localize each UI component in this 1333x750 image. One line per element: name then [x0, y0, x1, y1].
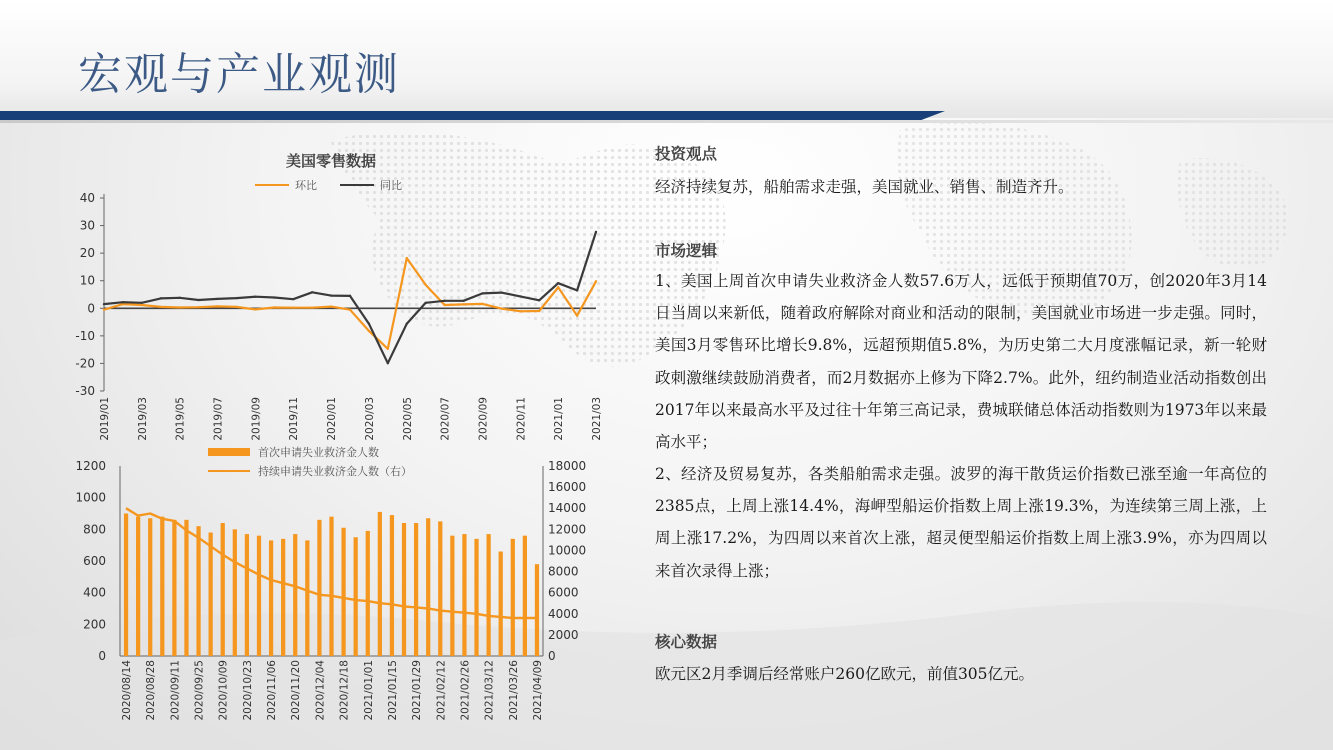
- x-tick-label: 2020/09: [477, 397, 490, 441]
- bar: [390, 515, 394, 656]
- left-tick-label: 1200: [75, 459, 106, 473]
- bar: [172, 520, 176, 656]
- x-tick-label: 2020/11: [515, 397, 528, 441]
- core-text: 欧元区2月季调后经常账户260亿欧元，前值305亿元。: [655, 665, 1035, 683]
- bar: [196, 526, 200, 656]
- bar: [160, 517, 164, 656]
- bar: [511, 539, 515, 656]
- right-tick-label: 2000: [548, 627, 579, 642]
- chart-title: 美国零售数据: [285, 152, 377, 170]
- y-tick-label: 0: [87, 301, 95, 316]
- bar: [341, 528, 345, 656]
- bar: [378, 512, 382, 656]
- x-tick-label: 2019/05: [174, 397, 187, 441]
- right-tick-label: 18000: [548, 459, 587, 473]
- logic-heading: 市场逻辑: [655, 241, 718, 260]
- x-tick-label: 2020/12/04: [314, 660, 327, 721]
- bar: [148, 518, 152, 656]
- x-tick-label: 2021/01/29: [411, 660, 424, 721]
- x-tick-label: 2020/03: [363, 397, 376, 441]
- x-tick-label: 2020/11/06: [266, 660, 279, 721]
- y-tick-label: -30: [75, 384, 95, 398]
- legend-swatch-bar: [208, 448, 250, 456]
- right-tick-label: 14000: [548, 501, 587, 516]
- left-tick-label: 0: [98, 649, 106, 663]
- legend-label-2: 同比: [380, 179, 402, 192]
- y-tick-label: -20: [75, 356, 95, 371]
- bar: [317, 520, 321, 656]
- bar: [426, 518, 430, 656]
- bar: [269, 540, 273, 656]
- investment-text: 经济持续复苏，船舶需求走强，美国就业、销售、制造齐升。: [655, 178, 1074, 196]
- y-tick-label: 40: [79, 191, 95, 205]
- bar: [402, 523, 406, 656]
- bar: [366, 531, 370, 656]
- bar: [281, 539, 285, 656]
- y-tick-label: -10: [75, 328, 95, 343]
- bar: [233, 529, 237, 656]
- logic-paragraph-2: 2、经济及贸易复苏，各类船舶需求走强。波罗的海干散货运价指数已涨至逾一年高位的2385点，上周上涨14.4%，海岬型船运价指数上周上涨19.3%，为连续第三周上涨，上周上涨17.2%，为四周以来首次上涨，超灵便型船运价指数上周上涨3.9%，亦为四周以来首次录得上涨；: [655, 465, 1267, 580]
- logic-paragraph-1: 1、美国上周首次申请失业救济金人数57.6万人，远低于预期值70万，创2020年3月14日当周以来新低，随着政府解除对商业和活动的限制，美国就业市场进一步走强。同时，美国3月零售环比增长9.8%，远超预期值5.8%，为历史第二大月度涨幅记录，新一轮财政刺激继续鼓励消费者，而2月数据亦上修为下降2.7%。此外，纽约制造业活动指数创出2017年以来最高水平及过往十年第三高记录，费城联储总体活动指数则为1973年以来最高水平；: [655, 272, 1267, 452]
- left-tick-label: 400: [83, 585, 106, 600]
- bar: [354, 537, 358, 656]
- left-tick-label: 800: [83, 522, 106, 537]
- bar: [523, 536, 527, 656]
- x-tick-label: 2020/08/14: [121, 660, 134, 721]
- right-tick-label: 12000: [548, 522, 587, 537]
- legend-label-bar: 首次申请失业救济金人数: [258, 446, 379, 459]
- x-tick-label: 2020/08/28: [145, 660, 158, 721]
- right-tick-label: 6000: [548, 585, 579, 600]
- x-tick-label: 2020/12/18: [338, 660, 351, 721]
- x-tick-label: 2021/01/01: [362, 660, 375, 721]
- bar: [438, 521, 442, 656]
- x-tick-label: 2020/10/23: [241, 660, 254, 721]
- left-tick-label: 200: [83, 617, 106, 632]
- right-tick-label: 4000: [548, 606, 579, 621]
- page-title: 宏观与产业观测: [78, 49, 400, 100]
- investment-heading: 投资观点: [655, 144, 718, 163]
- legend-label-1: 环比: [295, 179, 317, 192]
- bar: [499, 552, 503, 657]
- bar: [209, 533, 213, 657]
- left-tick-label: 600: [83, 554, 106, 568]
- y-tick-label: 20: [79, 246, 95, 261]
- x-tick-label: 2019/07: [212, 397, 225, 441]
- x-tick-label: 2021/02/26: [459, 660, 472, 721]
- bar: [257, 536, 261, 656]
- left-tick-label: 1000: [75, 490, 106, 505]
- x-tick-label: 2021/02/12: [435, 660, 448, 721]
- x-tick-label: 2019/01: [99, 397, 111, 441]
- y-tick-label: 30: [79, 218, 95, 233]
- x-tick-label: 2020/11/20: [290, 660, 303, 721]
- x-tick-label: 2021/03/12: [483, 660, 496, 721]
- bar: [450, 536, 454, 656]
- x-tick-label: 2020/01: [326, 397, 339, 441]
- core-heading: 核心数据: [655, 632, 718, 651]
- bar: [221, 523, 225, 656]
- bar: [124, 514, 128, 657]
- x-tick-label: 2019/09: [250, 397, 263, 441]
- x-tick-label: 2021/01/15: [386, 660, 399, 721]
- bar: [293, 534, 297, 656]
- bar: [136, 517, 140, 656]
- jobless-claims-chart: [0, 0, 620, 750]
- x-tick-label: 2019/03: [136, 397, 149, 441]
- bar: [245, 534, 249, 656]
- x-tick-label: 2019/11: [288, 397, 301, 441]
- bar: [329, 517, 333, 656]
- bar: [305, 540, 309, 656]
- x-tick-label: 2020/10/09: [217, 660, 230, 721]
- bar: [184, 520, 188, 656]
- right-tick-label: 10000: [548, 543, 587, 558]
- bar: [486, 534, 490, 656]
- bar: [462, 534, 466, 656]
- x-tick-label: 2020/09/11: [169, 660, 182, 721]
- right-tick-label: 0: [548, 649, 556, 663]
- x-tick-label: 2020/09/25: [193, 660, 206, 721]
- x-tick-label: 2021/03: [591, 397, 603, 441]
- legend-label-line: 持续申请失业救济金人数（右）: [258, 465, 412, 478]
- bar: [474, 539, 478, 656]
- x-tick-label: 2020/07: [439, 397, 452, 441]
- right-tick-label: 8000: [548, 564, 579, 579]
- y-tick-label: 10: [79, 273, 95, 288]
- x-tick-label: 2021/01: [553, 397, 566, 441]
- x-tick-label: 2020/05: [401, 397, 414, 441]
- bar: [535, 564, 539, 656]
- x-tick-label: 2021/04/09: [531, 660, 544, 721]
- bar: [414, 523, 418, 656]
- right-tick-label: 16000: [548, 480, 587, 495]
- x-tick-label: 2021/03/26: [507, 660, 520, 721]
